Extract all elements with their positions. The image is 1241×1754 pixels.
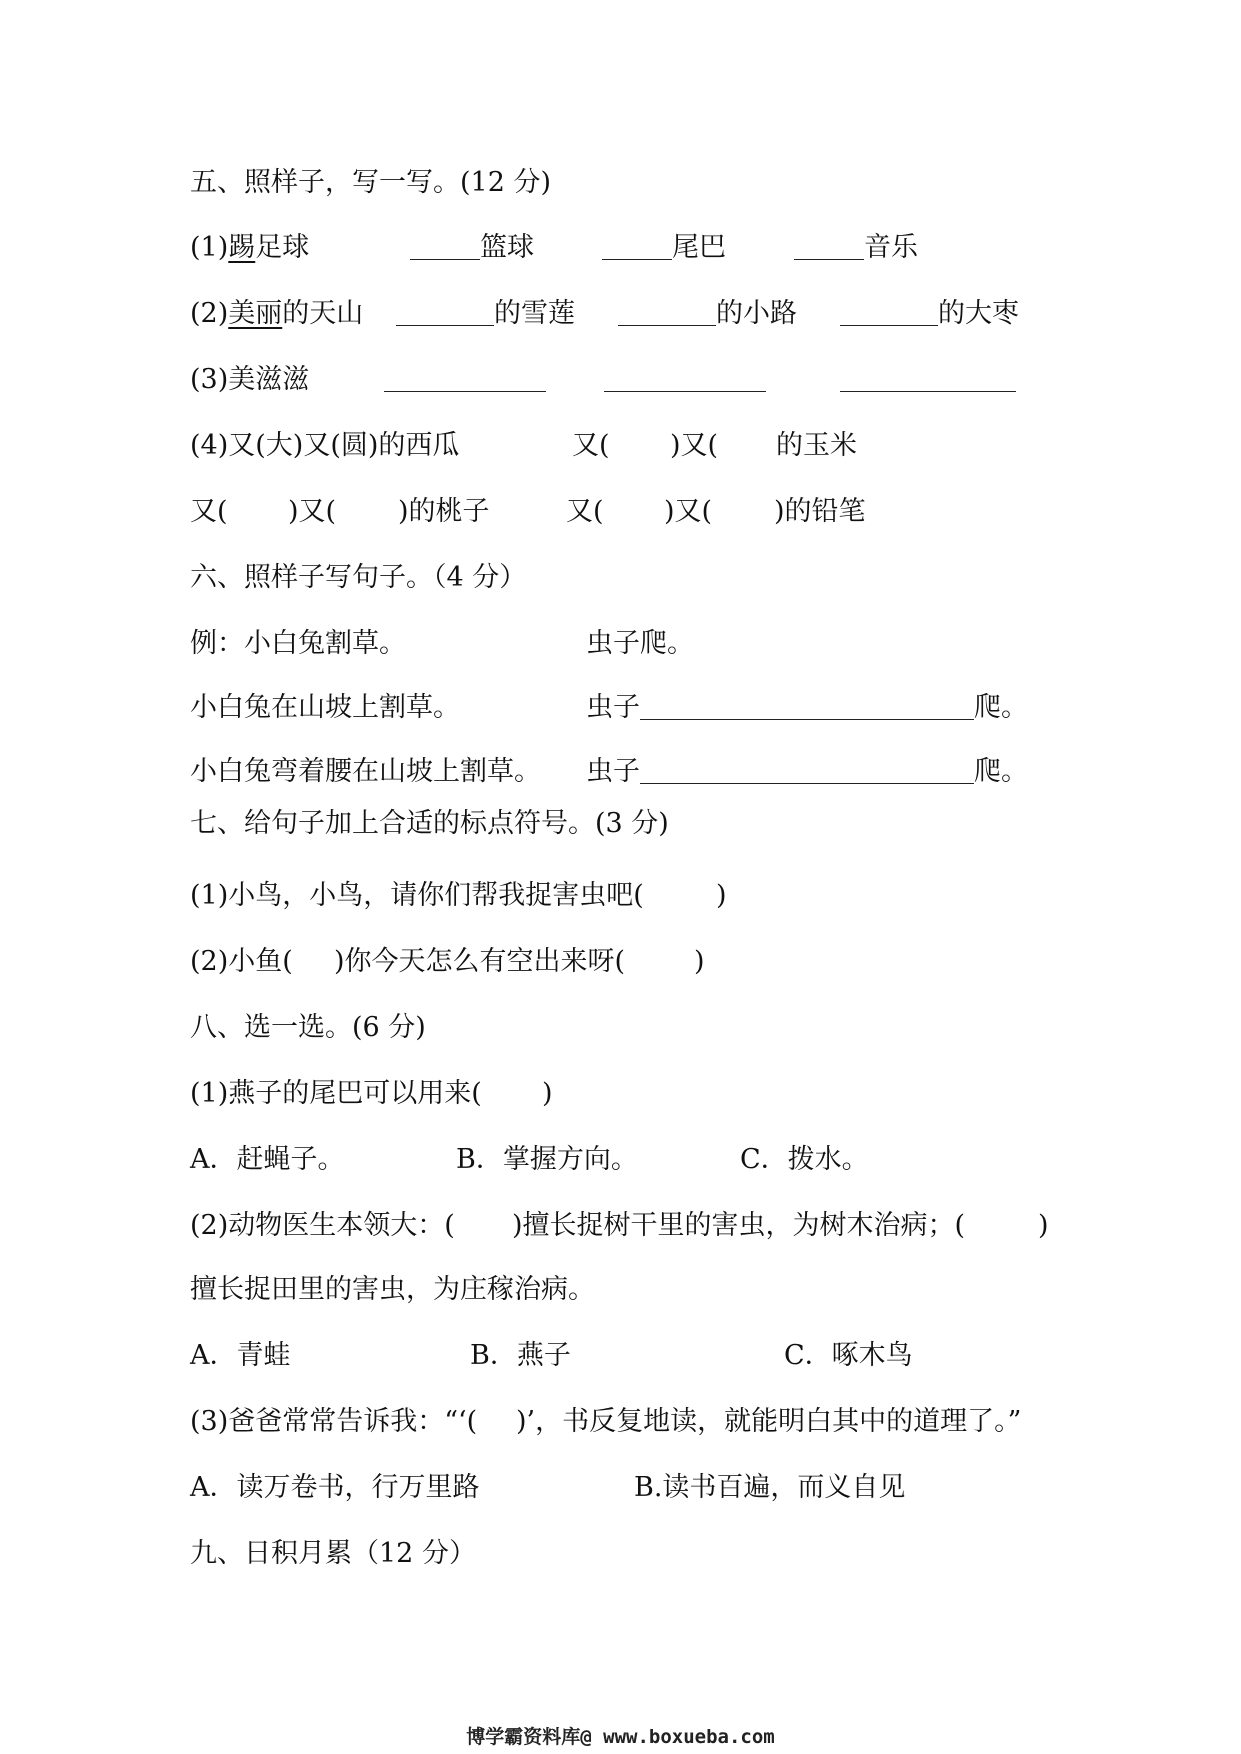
- option-c[interactable]: C．啄木鸟: [784, 1340, 913, 1371]
- option-c[interactable]: C．拨水。: [740, 1144, 869, 1175]
- s8-q2-stem-cont: 擅长捉田里的害虫，为庄稼治病。: [190, 1274, 595, 1305]
- section-5-title: 五、照样子，写一写。(12 分): [190, 167, 552, 198]
- option-a[interactable]: A．赶蝇子。: [190, 1144, 345, 1175]
- fill-blank[interactable]: [604, 363, 766, 392]
- sentence-blank[interactable]: [640, 691, 974, 720]
- fill-blank[interactable]: [840, 297, 938, 326]
- fill-blank[interactable]: [384, 363, 546, 392]
- fill-blank[interactable]: [396, 297, 494, 326]
- sentence-blank[interactable]: [640, 755, 974, 784]
- option-a[interactable]: A．青蛙: [190, 1340, 291, 1371]
- option-b[interactable]: B.读书百遍，而义自见: [634, 1472, 906, 1503]
- fill-blank[interactable]: [410, 231, 480, 260]
- fill-blank[interactable]: [840, 363, 1016, 392]
- s5-r1-example-underlined: 踢: [228, 232, 256, 263]
- worksheet-page: 五、照样子，写一写。(12 分) (1)踢足球 篮球 尾巴 音乐 (2)美丽的天山 的雪莲 的小路 的大枣 (3)美滋滋 (4)又(大)又(圆)的西瓜 又( )又( 的玉米 又( )又( )的桃子 又( )又( )的铅笔 六、照样子写句子。（4 分） 例：小白兔割草。 虫子爬。 小白兔在山坡上割草。 虫子 爬。 小白兔弯着腰在山坡上割草。 虫子 爬。 七、给句子加上合适的标点符号。(3 分) (1)小鸟，小鸟，请你们帮我捉害虫吧( ) (2)小鱼( )你今天怎么有空出来呀( ) 八、选一选。(6 分) (1)燕子的尾巴可以用来( ) A．赶蝇子。 B．掌握方向。 C．拨水。 (2)动物医生本领大：( )擅长捉树干里的害虫，为树木治病；( ) 擅长捉田里的害虫，为庄稼治病。 A．青蛙 B．燕子 C．啄木鸟 (3)爸爸常常告诉我：“‘( )’，书反复地读，就能明白其中的道理了。” A．读万卷书，行万里路 B.读书百遍，而义自见 九、日积月累（12 分） 博学霸资料库@ www.boxueba.com: [0, 0, 1241, 1754]
- section-6-title: 六、照样子写句子。（4 分）: [190, 562, 527, 593]
- section-7-title: 七、给句子加上合适的标点符号。(3 分): [190, 808, 669, 839]
- fill-blank[interactable]: [618, 297, 716, 326]
- option-b[interactable]: B．燕子: [470, 1340, 571, 1371]
- s5-r2-example-underlined: 美丽: [228, 298, 283, 329]
- footer-watermark: 博学霸资料库@ www.boxueba.com: [466, 1726, 775, 1748]
- option-b[interactable]: B．掌握方向。: [456, 1144, 638, 1175]
- section-8-title: 八、选一选。(6 分): [190, 1012, 426, 1043]
- fill-blank[interactable]: [602, 231, 672, 260]
- option-a[interactable]: A．读万卷书，行万里路: [190, 1472, 480, 1503]
- section-9-title: 九、日积月累（12 分）: [190, 1538, 476, 1569]
- fill-blank[interactable]: [794, 231, 864, 260]
